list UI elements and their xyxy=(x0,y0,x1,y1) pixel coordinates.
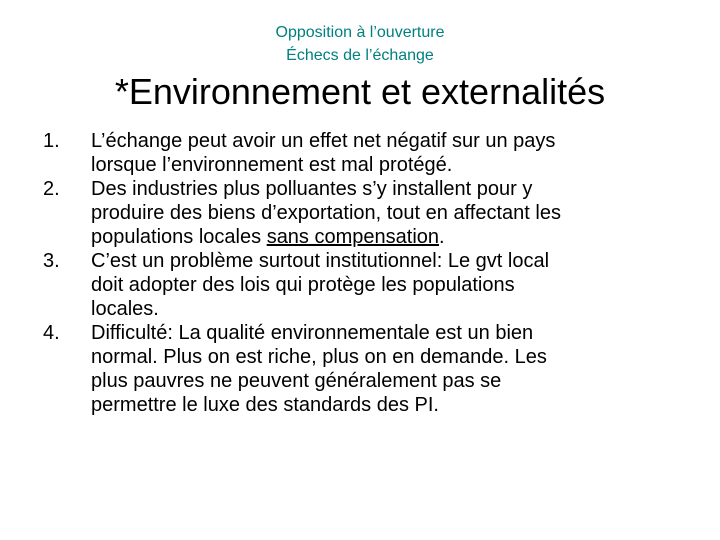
item-text-line: plus pauvres ne peuvent généralement pas se xyxy=(91,370,502,392)
header-line-2: Échecs de l’échange xyxy=(286,47,434,64)
item-text-line: produire des biens d’exportation, tout en affectant les xyxy=(91,202,561,224)
item-text-segment: populations locales xyxy=(91,226,267,248)
header-line-1: Opposition à l’ouverture xyxy=(275,24,445,41)
item-text-line xyxy=(91,225,683,249)
item-text-line: C’est un problème surtout institutionnel: Le gvt local xyxy=(91,250,550,272)
list-item-1 xyxy=(43,129,683,177)
slide-title: *Environnement et externalités xyxy=(114,71,606,112)
item-number: 4. xyxy=(43,322,60,344)
item-number: 1. xyxy=(43,130,60,152)
item-text-line: normal. Plus on est riche, plus on en demande. Les xyxy=(91,346,547,368)
numbered-list xyxy=(43,129,683,417)
underlined-text: sans compensation xyxy=(266,226,440,248)
item-text-line: L’échange peut avoir un effet net négatif sur un pays xyxy=(91,130,556,152)
item-text-line: Des industries plus polluantes s’y installent pour y xyxy=(91,178,533,200)
item-text-line: locales. xyxy=(91,298,159,320)
list-item-3 xyxy=(43,249,683,321)
item-text-line: Difficulté: La qualité environnementale est un bien xyxy=(91,322,534,344)
item-number: 3. xyxy=(43,250,60,272)
slide-header xyxy=(0,21,720,67)
list-item-2 xyxy=(43,177,683,249)
item-text-line: permettre le luxe des standards des PI. xyxy=(91,394,439,416)
item-text-line: lorsque l’environnement est mal protégé. xyxy=(91,154,453,176)
item-number: 2. xyxy=(43,178,60,200)
list-item-4 xyxy=(43,321,683,417)
item-text-segment: . xyxy=(439,226,445,248)
item-text-line: doit adopter des lois qui protège les populations xyxy=(91,274,515,296)
